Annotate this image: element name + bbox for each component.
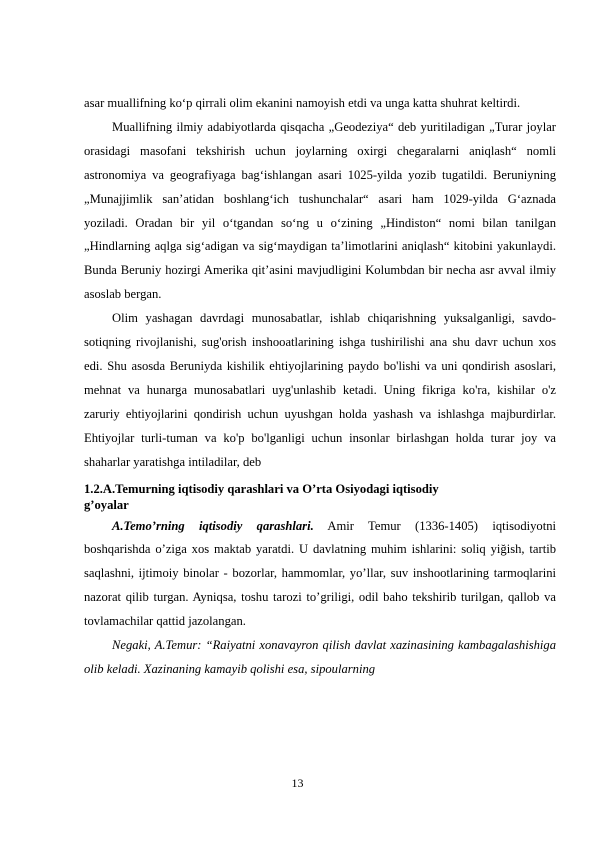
page-number: 13 (291, 776, 304, 790)
paragraph-beruniy-needs: Olim yashagan davrdagi munosabatlar, ishlab chiqarishning yuksalganligi, savdo-sotiqning rivojlanishi, sug'orish inshooatlarining ishga tushirilishi ana shu davr uchun xos edi. Shu asosda Beruniyda kishilik ehtiyojlarining paydo bo'lishi va uni qondirish asoslari, mehnat va hunarga munosabatlari uyg'unlashib ketadi. Uning fikriga ko'ra, kishilar o'z zaruriy ehtiyojlarini qondirish uchun uyushgan holda yashash va ishlashga majburdirlar. Ehtiyojlar turli-tuman va ko'p bo'lganligi uchun insonlar birlashgan holda turar joy va shaharlar yaratishga intiladilar, deb (84, 311, 556, 469)
body-text (84, 92, 556, 682)
paragraph-temur-quote: Negaki, A.Temur: “Raiyatni xonavayron qilish davlat xazinasining kambagalashishiga olib keladi. Xazinaning kamayib qolishi esa, sipoularning (84, 638, 556, 676)
paragraph-lead-title: A.Temo’rning iqtisodiy qarashlari. (112, 518, 314, 533)
section-heading (84, 481, 556, 513)
section-heading-line2: g’oyalar (84, 497, 129, 512)
paragraph-temur-text: Amir Temur (1336-1405) iqtisodiyotni boshqarishda o’ziga xos maktab yaratdi. U davlatning muhim ishlarini: soliq yiğish, tartib saqlashni, ijtimoiy binolar - bozorlar, hammomlar, yo’llar, suv inshootlarining tarmoqlarini nazorat qilib turgan. Ayniqsa, toshu tarozi to’griligi, odil baho tekshirib turilgan, qallob va tovlamachilar qattid jazolangan. (84, 518, 556, 629)
paragraph-beruniy-works: Muallifning ilmiy adabiyotlarda qisqacha „Geodeziya“ deb yuritiladigan „Turar joylar orasidagi masofani tekshirish uchun joylarning oxirgi chegaralarni aniqlash“ nomli astronomiya va geografiyaga bag‘ishlangan asari 1025-yilda yozib tugatildi. Beruniyning „Munajjimlik san’atidan boshlang‘ich tushunchalar“ asari ham 1029-yilda G‘aznada yoziladi. Oradan bir yil o‘tgandan so‘ng u o‘zining „Hindiston“ nomi bilan tanilgan „Hindlarning aqlga sig‘adigan va sig‘maydigan ta’limotlarini aniqlash“ kitobini yakunlaydi. Bunda Beruniy hozirgi Amerika qit’asini mavjudligini Kolumbdan bir necha asr avval ilmiy asoslab bergan. (84, 119, 556, 302)
paragraph-temur-economics (84, 515, 556, 635)
paragraph-continuation: asar muallifning ko‘p qirrali olim ekanini namoyish etdi va unga katta shuhrat keltirdi. (84, 96, 521, 110)
section-heading-line1: 1.2.A.Temurning iqtisodiy qarashlari va O’rta Osiyodagi iqtisodiy (84, 481, 439, 496)
